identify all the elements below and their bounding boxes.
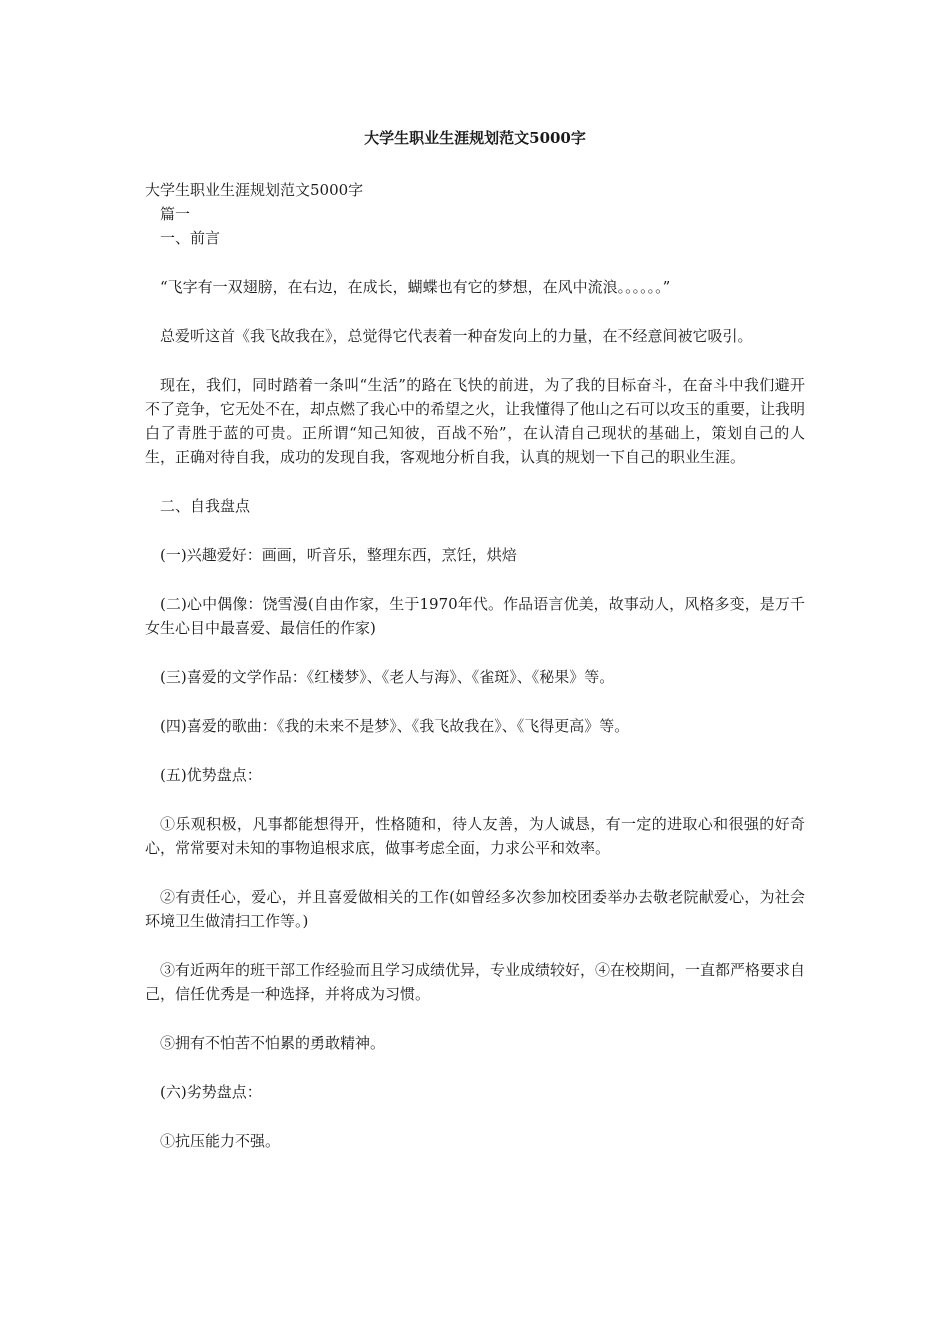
list-item: (六)劣势盘点： — [160, 1083, 262, 1101]
document-body — [145, 178, 805, 1178]
list-item: (三)喜爱的文学作品：《红楼梦》、《老人与海》、《雀斑》、《秘果》等。 — [160, 668, 615, 686]
list-item: (四)喜爱的歌曲：《我的未来不是梦》、《我飞故我在》、《飞得更高》等。 — [160, 717, 630, 735]
list-item: ⑤拥有不怕苦不怕累的勇敢精神。 — [160, 1034, 386, 1052]
body-heading: 大学生职业生涯规划范文5000字 — [145, 181, 364, 199]
list-item: ③有近两年的班干部工作经验而且学习成绩优异，专业成绩较好，④在校期间，一直都严格要求自己，信任优秀是一种选择，并将成为习惯。 — [145, 961, 806, 1003]
list-item: ①抗压能力不强。 — [160, 1132, 281, 1150]
list-item: ②有责任心，爱心，并且喜爱做相关的工作(如曾经多次参加校团委举办去敬老院献爱心，为社会环境卫生做清扫工作等。) — [145, 888, 805, 930]
list-item: (一)兴趣爱好：画画，听音乐，整理东西，烹饪，烘焙 — [160, 546, 517, 564]
list-item: ①乐观积极，凡事都能想得开，性格随和，待人友善，为人诚恳，有一定的进取心和很强的好奇心，常常要对未知的事物追根求底，做事考虑全面，力求公平和效率。 — [145, 815, 805, 857]
list-item: (五)优势盘点： — [160, 766, 262, 784]
paragraph: 总爱听这首《我飞故我在》，总觉得它代表着一种奋发向上的力量，在不经意间被它吸引。 — [160, 327, 753, 345]
section-heading-self-review: 二、自我盘点 — [160, 497, 251, 515]
list-item: (二)心中偶像：饶雪漫(自由作家，生于1970年代。作品语言优美，故事动人，风格多变，是万千女生心目中最喜爱、最信任的作家) — [145, 595, 805, 637]
document-title: 大学生职业生涯规划范文5000字 — [364, 129, 586, 147]
paragraph: 现在，我们，同时踏着一条叫“生活”的路在飞快的前进，为了我的目标奋斗，在奋斗中我们避开不了竞争，它无处不在，却点燃了我心中的希望之火，让我懂得了他山之石可以攻玉的重要，让我明白了青胜于蓝的可贵。正所谓“知己知彼，百战不殆”，在认清自己现状的基础上，策划自己的人生，正确对待自我，成功的发现自我，客观地分析自我，认真的规划一下自己的职业生涯。 — [145, 376, 806, 466]
section-label: 篇一 — [160, 205, 191, 223]
quote-paragraph: “飞字有一双翅膀，在右边，在成长，蝴蝶也有它的梦想，在风中流浪。。。。。。” — [160, 278, 671, 296]
section-heading-preface: 一、前言 — [160, 229, 221, 247]
